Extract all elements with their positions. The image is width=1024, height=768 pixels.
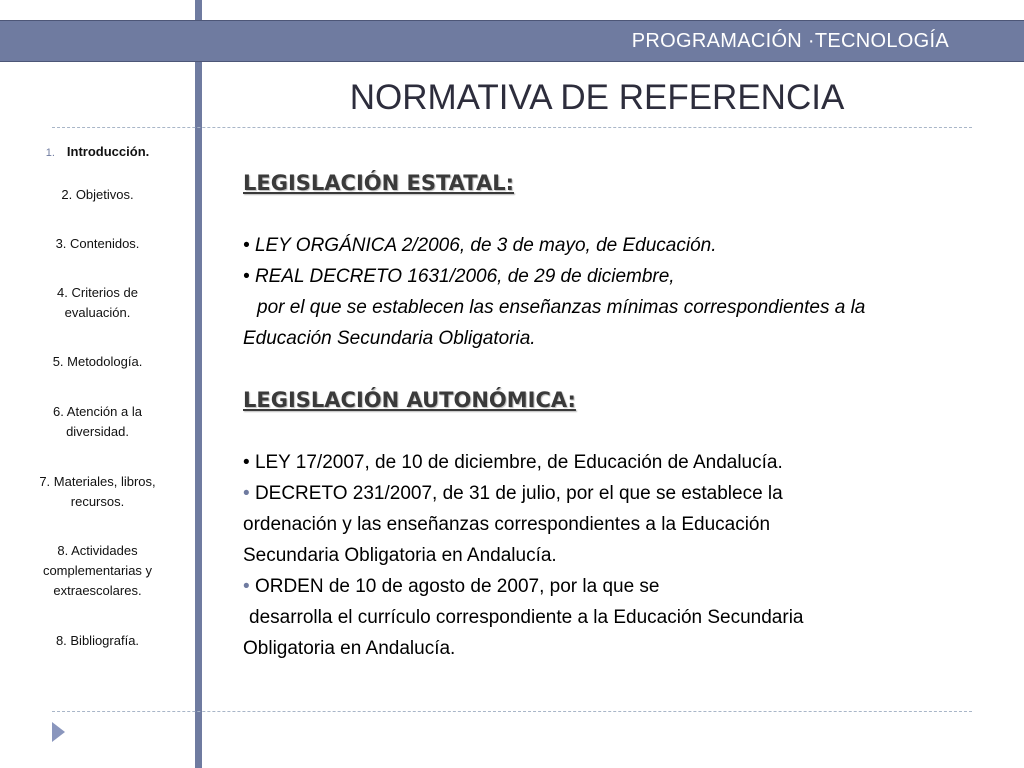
sidebar-item-label: complementarias y [42,563,153,578]
footer-divider [52,711,972,712]
list-item-text: LEY 17/2007, de 10 de diciembre, de Educación de Andalucía. [254,452,783,473]
list-item-continuation: por el que se establecen las enseñanzas mínimas correspondientes a la [257,297,866,318]
bullet-icon: • [243,483,250,504]
list-item [243,261,943,292]
sidebar-item-objetivos[interactable] [0,185,195,205]
list-item-continuation: Obligatoria en Andalucía. [243,638,456,659]
list-item [243,478,943,509]
sidebar-item-label: 8. Bibliografía. [55,633,140,648]
section-heading-estatal: LEGISLACIÓN ESTATAL: [243,171,515,195]
list-item-continuation: Secundaria Obligatoria en Andalucía. [243,545,557,566]
sidebar-item-label: evaluación. [64,305,131,320]
sidebar-item-label: extraescolares. [53,583,142,598]
bullet-icon: • [243,452,250,473]
list-item-continuation: ordenación y las enseñanzas correspondientes a la Educación [243,514,771,535]
sidebar-item-introduccion[interactable] [0,142,195,163]
list-item-continuation: Educación Secundaria Obligatoria. [243,328,536,349]
sidebar-item-label: 3. Contenidos. [55,236,140,251]
list-item-text: ORDEN de 10 de agosto de 2007, por la que se [254,576,660,597]
main-content [243,168,943,664]
bullet-icon: • [243,266,250,287]
sidebar-item-label: 7. Materiales, libros, [39,474,156,489]
header-title: PROGRAMACIÓN ·TECNOLOGÍA [631,30,949,52]
vertical-accent-bar [195,0,202,768]
nav-number: 1. [45,147,55,159]
sidebar-item-label: diversidad. [66,424,129,439]
sidebar-item-materiales[interactable] [0,472,195,512]
sidebar-item-criterios[interactable] [0,283,195,323]
list-item-text: DECRETO 231/2007, de 31 de julio, por el que se establece la [254,483,783,504]
list-item [243,571,943,602]
sidebar-item-label: 8. Actividades [57,543,138,558]
sidebar-item-label: 6. Atención a la [53,404,142,419]
list-item [243,230,943,261]
sidebar-item-contenidos[interactable] [0,234,195,254]
bullet-icon: • [243,235,250,256]
section-heading-autonomica: LEGISLACIÓN AUTONÓMICA: [243,388,576,412]
header-bar [0,20,1024,62]
sidebar-item-label: Introducción. [66,144,150,159]
sidebar-item-actividades[interactable] [0,541,195,601]
list-item-text: REAL DECRETO 1631/2006, de 29 de diciembre, [254,266,675,287]
list-item-continuation: desarrolla el currículo correspondiente a la Educación Secundaria [249,607,804,628]
sidebar-item-label: 5. Metodología. [52,354,143,369]
title-divider [52,127,972,128]
sidebar-item-metodologia[interactable] [0,352,195,372]
triangle-right-icon[interactable] [52,722,65,742]
list-item [243,447,943,478]
sidebar-item-bibliografia[interactable] [0,631,195,651]
page-title: NORMATIVA DE REFERENCIA [349,78,845,117]
list-item-text: LEY ORGÁNICA 2/2006, de 3 de mayo, de Educación. [254,235,717,256]
sidebar-item-label: 2. Objetivos. [61,187,134,202]
sidebar-item-atencion[interactable] [0,402,195,442]
bullet-icon: • [243,576,250,597]
sidebar-item-label: 4. Criterios de [57,285,138,300]
sidebar-item-label: recursos. [70,494,125,509]
